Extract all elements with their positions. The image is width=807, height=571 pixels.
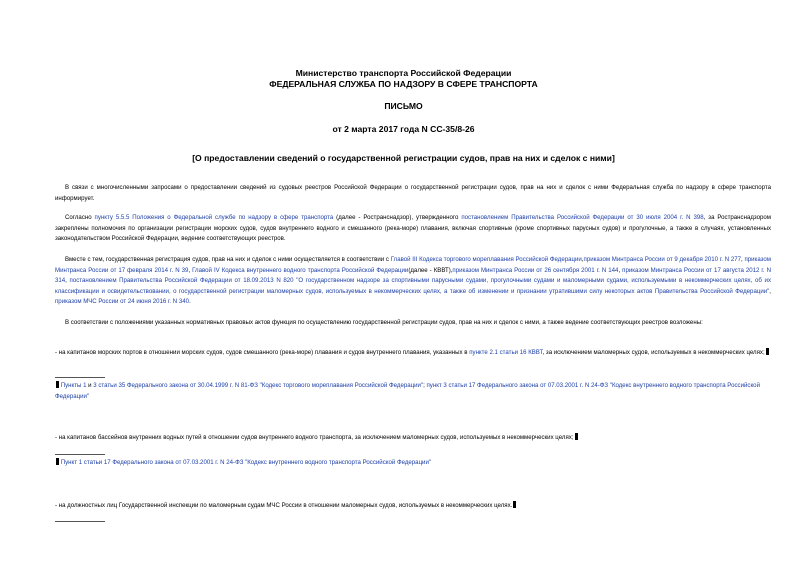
link-mchs-order-340[interactable]: приказом МЧС России от 24 июня 2016 г. N 340	[55, 298, 190, 305]
text-cursor-mark	[575, 433, 578, 440]
ministry-name: Министерство транспорта Российской Федерации	[295, 68, 512, 78]
footnote-2	[55, 458, 771, 469]
link-order-314[interactable]: приказом Минтранса России от 17 августа 2012 г. N 314	[55, 266, 771, 284]
paragraph-responsibilities: В соответствии с положениями указанных нормативных правовых актов функция по осуществлению государственной регистрации судов, прав на них и сделок с ними, а также ведение соответствующих реестров возложены:	[65, 319, 703, 326]
document-date: от 2 марта 2017 года N СС-35/8-26	[332, 124, 475, 134]
text-cursor-mark	[766, 348, 769, 355]
footnote-divider	[55, 377, 105, 378]
paragraph-authority: Согласно пункту 5.5.5 Положения о Федеральной службе по надзору в сфере транспорта (далее - Ространснадзор), утвержденного постановлением Правительства Российской Федерации от 30 июля 2004 г. N 398, за Ространснадзором закреплены полномочия по организации регистрации морских судов, судов внутреннего водного и смешанного (река-море) плавания, включая спортивные (кроме спортивных парусных судов) и прогулочные, а также в случаях, установленных законодательством Российской Федерации, ведение соответствующих реестров.	[55, 214, 771, 242]
footnote-marker	[56, 381, 59, 388]
list-item-sea-port-captains: - на капитанов морских портов в отношении морских судов, судов смешанного (река-море) плавания и судов внутреннего плавания, указанных в пункте 2.1 статьи 16 КВВТ, за исключением маломерных судов, используемых в некоммерческих целях;	[55, 348, 771, 359]
link-footnote-24-fz-art17[interactable]: Пункт 1 статьи 17 Федерального закона от 07.03.2001 г. N 24-ФЗ "Кодекс внутреннего водного транспорта Российской Федерации"	[60, 459, 432, 466]
link-footnote-24-fz[interactable]: пункт 3 статьи 17 Федерального закона от 07.03.2001 г. N 24-ФЗ "Кодекс внутреннего водного транспорта Российской Федерации"	[55, 382, 760, 400]
paragraph-intro: В связи с многочисленными запросами о предоставлении сведений из судовых реестров Российской Федерации о государственной регистрации судов, прав на них и сделок с ними Федеральная служба по надзору в сфере транспорта информирует.	[55, 184, 771, 202]
list-item-gims-officials: - на должностных лиц Государственной инспекции по маломерным судам МЧС России в отношении маломерных судов, используемых в некоммерческих целях.	[55, 501, 771, 512]
footnote-divider	[55, 454, 105, 455]
link-government-decree-398[interactable]: постановлением Правительства Российской Федерации от 30 июля 2004 г. N 398	[461, 214, 704, 221]
paragraph-legal-basis: Вместе с тем, государственная регистрация судов, прав на них и сделок с ними осуществляется в соответствии с Главой III Кодекса торгового мореплавания Российской Федерации,приказом Минтранса России от 9 декабря 2010 г. N 277, приказом Минтранса России от 17 февраля 2014 г. N 39, Главой IV Кодекса внутреннего водного транспорта Российской Федерации(далее - КВВТ),приказом Минтранса России от 26 сентября 2001 г. N 144, приказом Минтранса России от 17 августа 2012 г. N 314, постановлением Правительства Российской Федерации от 18.09.2013 N 820 "О государственном надзоре за спортивными парусными судами, прогулочными судами и маломерными судами, используемыми в некоммерческих целях, об их классификации и освидетельствовании, о государственной регистрации маломерных судов, используемых в некоммерческих целях, а также об изменении и признании утратившими силу некоторых актов Правительства Российской Федерации", приказом МЧС России от 24 июня 2016 г. N 340.	[55, 256, 771, 305]
service-name: ФЕДЕРАЛЬНАЯ СЛУЖБА ПО НАДЗОРУ В СФЕРЕ ТРАНСПОРТА	[269, 79, 538, 89]
link-footnote-pp1[interactable]: Пункты 1	[60, 382, 87, 389]
link-footnote-81-fz[interactable]: 3 статьи 35 Федерального закона от 30.04.1999 г. N 81-ФЗ "Кодекс торгового мореплавания Российской Федерации"	[93, 382, 424, 389]
link-inland-water-code-ch4[interactable]: Главой IV Кодекса внутреннего водного транспорта Российской Федерации	[192, 266, 409, 274]
link-merchant-shipping-code-ch3[interactable]: Главой III Кодекса торгового мореплавания Российской Федерации	[390, 256, 582, 263]
link-decree-820[interactable]: постановлением Правительства Российской Федерации от 18.09.2013 N 820 "О государственном надзоре за спортивными парусными судами, прогулочными судами и маломерными судами, используемыми в некоммерческих целях, об их классификации и освидетельствовании, о государственной регистрации маломерных судов, используемых в некоммерческих целях, а также об изменении и признании утратившими силу некоторых актов Правительства Российской Федерации"	[55, 277, 771, 295]
document-type: ПИСЬМО	[384, 101, 423, 111]
link-kvvt-16-2-1[interactable]: пункте 2.1 статьи 16 КВВТ	[469, 349, 543, 356]
document-subject: [О предоставлении сведений о государственной регистрации судов, прав на них и сделок с ними]	[192, 153, 615, 163]
link-order-144[interactable]: приказом Минтранса России от 26 сентября 2001 г. N 144	[452, 266, 619, 274]
footnote-divider	[55, 521, 105, 522]
link-regulation-5-5-5[interactable]: пункту 5.5.5 Положения о Федеральной службе по надзору в сфере транспорта	[94, 214, 334, 221]
footnote-1: Пункты 1 и 3 статьи 35 Федерального закона от 30.04.1999 г. N 81-ФЗ "Кодекс торгового мореплавания Российской Федерации"; пункт 3 статьи 17 Федерального закона от 07.03.2001 г. N 24-ФЗ "Кодекс внутреннего водного транспорта Российской Федерации"	[55, 382, 760, 400]
link-order-39[interactable]: приказом Минтранса России от 17 февраля 2014 г. N 39	[55, 256, 771, 274]
link-order-277[interactable]: приказом Минтранса России от 9 декабря 2010 г. N 277	[583, 256, 741, 263]
text-cursor-mark	[513, 501, 516, 508]
list-item-basin-captains: - на капитанов бассейнов внутренних водных путей в отношении судов внутреннего водного транспорта, за исключением маломерных судов, используемых в некоммерческих целях;	[55, 433, 771, 444]
footnote-marker	[56, 458, 59, 465]
